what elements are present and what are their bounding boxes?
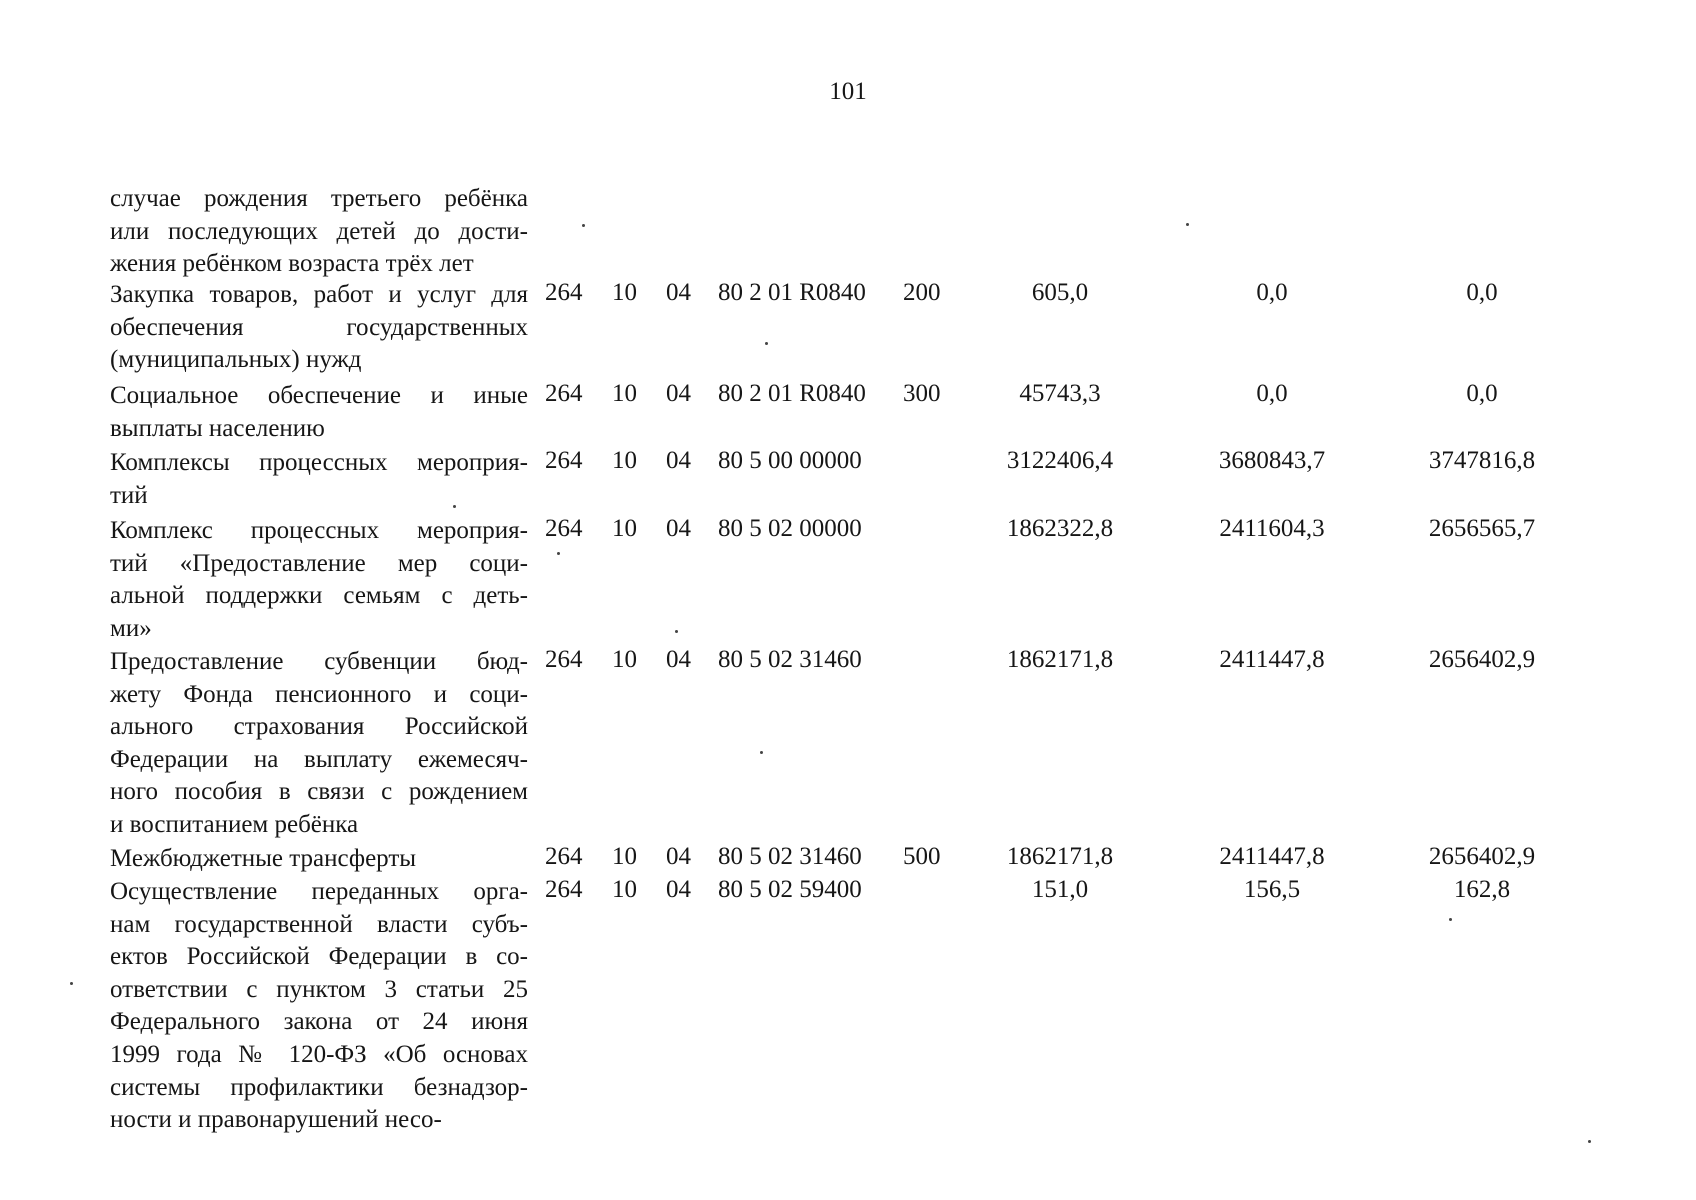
subsection-code-cell: 04: [666, 279, 691, 306]
row-description: [110, 279, 528, 377]
description-line: ности и правонарушений несо-: [110, 1106, 442, 1134]
target-item-code-cell: 80 5 02 00000: [718, 515, 862, 542]
row-description: [110, 183, 528, 281]
description-line: Предоставление субвенции бюд-: [110, 648, 528, 675]
section-code-cell: 10: [612, 515, 637, 542]
target-item-code-cell: 80 5 02 31460: [718, 843, 862, 870]
description-line: Федерального закона от 24 июня: [110, 1008, 528, 1036]
description-line: жету Фонда пенсионного и соци-: [110, 680, 528, 708]
ministry-code-cell: 264: [545, 876, 583, 903]
description-line: Комплекс процессных мероприя-: [110, 517, 528, 544]
subsection-code-cell: 04: [666, 876, 691, 903]
amount-year1-cell: 605,0: [1031, 279, 1089, 306]
ministry-code-cell: 264: [545, 646, 583, 673]
description-line: жения ребёнком возраста трёх лет: [110, 250, 474, 278]
description-line: или последующих детей до дости-: [110, 217, 528, 245]
ministry-code-cell: 264: [545, 279, 583, 306]
row-description: [110, 876, 528, 1137]
scan-speck: [1588, 1140, 1591, 1143]
description-line: нам государственной власти субъ-: [110, 910, 528, 938]
description-line: выплаты населению: [110, 414, 325, 442]
scan-speck: [453, 505, 456, 508]
row-description: [110, 843, 528, 876]
ministry-code-cell: 264: [545, 447, 583, 474]
target-item-code-cell: 80 5 02 31460: [718, 646, 862, 673]
description-line: системы профилактики безнадзор-: [110, 1073, 528, 1101]
amount-year3-cell: 2656402,9: [1428, 843, 1536, 870]
description-line: и воспитанием ребёнка: [110, 810, 359, 838]
subsection-code-cell: 04: [666, 646, 691, 673]
section-code-cell: 10: [612, 843, 637, 870]
description-line: Осуществление переданных орга-: [110, 878, 528, 905]
expense-type-code-cell: 200: [903, 279, 941, 306]
amount-year1-cell: 151,0: [1031, 876, 1089, 903]
description-line: 1999 года № 120-ФЗ «Об основах: [110, 1040, 528, 1068]
target-item-code-cell: 80 2 01 R0840: [718, 279, 866, 306]
target-item-code-cell: 80 5 02 59400: [718, 876, 862, 903]
section-code-cell: 10: [612, 447, 637, 474]
amount-year2-cell: 156,5: [1243, 876, 1301, 903]
target-item-code-cell: 80 2 01 R0840: [718, 380, 866, 407]
scan-speck: [675, 630, 678, 633]
subsection-code-cell: 04: [666, 843, 691, 870]
amount-year3-cell: 0,0: [1466, 380, 1498, 407]
amount-year2-cell: 2411447,8: [1219, 843, 1325, 870]
row-description: [110, 515, 528, 645]
amount-year3-cell: 162,8: [1453, 876, 1511, 903]
ministry-code-cell: 264: [545, 843, 583, 870]
description-line: альной поддержки семьям с деть-: [110, 582, 528, 610]
amount-year2-cell: 0,0: [1256, 380, 1288, 407]
section-code-cell: 10: [612, 646, 637, 673]
description-line: Комплексы процессных мероприя-: [110, 449, 528, 476]
description-line: ектов Российской Федерации в со-: [110, 943, 528, 971]
scan-speck: [70, 982, 73, 985]
ministry-code-cell: 264: [545, 380, 583, 407]
ministry-code-cell: 264: [545, 515, 583, 542]
amount-year3-cell: 0,0: [1466, 279, 1498, 306]
amount-year3-cell: 2656565,7: [1428, 515, 1536, 542]
amount-year2-cell: 0,0: [1256, 279, 1288, 306]
amount-year1-cell: 45743,3: [1019, 380, 1101, 407]
scan-speck: [582, 224, 585, 227]
amount-year3-cell: 2656402,9: [1428, 646, 1536, 673]
description-line: Социальное обеспечение и иные: [110, 382, 528, 409]
amount-year1-cell: 1862171,8: [1006, 646, 1114, 673]
amount-year2-cell: 2411604,3: [1219, 515, 1325, 542]
amount-year2-cell: 2411447,8: [1219, 646, 1325, 673]
description-line: (муниципальных) нужд: [110, 346, 362, 374]
scan-speck: [765, 342, 768, 345]
expense-type-code-cell: 300: [903, 380, 941, 407]
section-code-cell: 10: [612, 380, 637, 407]
row-description: [110, 447, 528, 512]
section-code-cell: 10: [612, 876, 637, 903]
subsection-code-cell: 04: [666, 380, 691, 407]
description-line: тий: [110, 481, 148, 509]
scan-speck: [760, 751, 763, 754]
scan-speck: [557, 552, 560, 555]
amount-year3-cell: 3747816,8: [1428, 447, 1536, 474]
description-line: ного пособия в связи с рождением: [110, 778, 528, 806]
subsection-code-cell: 04: [666, 515, 691, 542]
expense-type-code-cell: 500: [903, 843, 941, 870]
amount-year2-cell: 3680843,7: [1218, 447, 1326, 474]
amount-year1-cell: 3122406,4: [1006, 447, 1114, 474]
target-item-code-cell: 80 5 00 00000: [718, 447, 862, 474]
row-description: [110, 646, 528, 842]
description-line: ми»: [110, 614, 152, 642]
page-number: 101: [829, 78, 867, 105]
description-line: ответствии с пунктом 3 статьи 25: [110, 975, 528, 1003]
subsection-code-cell: 04: [666, 447, 691, 474]
scan-speck: [1449, 918, 1452, 921]
amount-year1-cell: 1862171,8: [1006, 843, 1114, 870]
description-line: случае рождения третьего ребёнка: [110, 185, 528, 212]
description-line: Межбюджетные трансферты: [110, 845, 417, 872]
description-line: Закупка товаров, работ и услуг для: [110, 281, 528, 308]
row-description: [110, 380, 528, 445]
amount-year1-cell: 1862322,8: [1006, 515, 1114, 542]
description-line: ального страхования Российской: [110, 713, 528, 741]
scan-speck: [1186, 223, 1189, 226]
description-line: тий «Предоставление мер соци-: [110, 549, 528, 577]
section-code-cell: 10: [612, 279, 637, 306]
description-line: обеспечения государственных: [110, 313, 528, 341]
description-line: Федерации на выплату ежемесяч-: [110, 745, 528, 773]
